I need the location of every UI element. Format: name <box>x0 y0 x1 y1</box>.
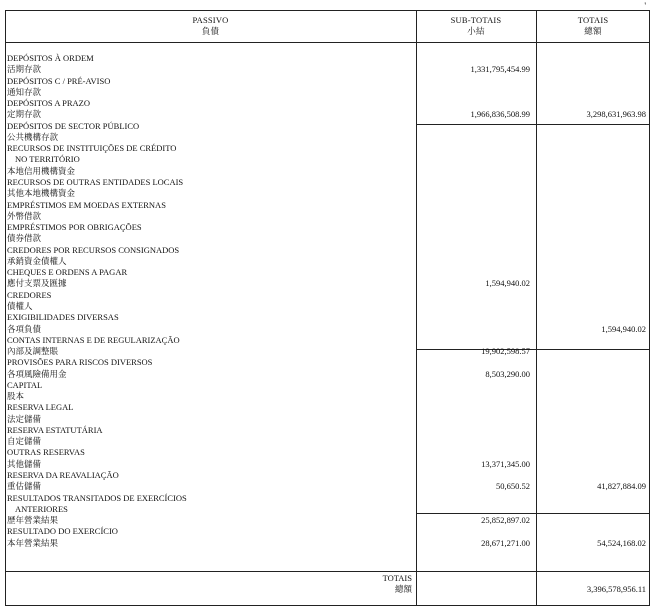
row-label: NO TERRITÓRIO <box>15 154 80 165</box>
row-label: RESERVA LEGAL <box>7 402 74 413</box>
balance-sheet-liabilities <box>5 1 650 606</box>
header-divider <box>5 42 650 43</box>
row-label: CREDORES POR RECURSOS CONSIGNADOS <box>7 244 180 255</box>
header-passivo-zh: 負債 <box>201 26 220 36</box>
row-label: DEPÓSITOS DE SECTOR PÚBLICO <box>7 120 140 131</box>
header-totais-pt: TOTAIS <box>577 15 609 25</box>
row-label: 債券借款 <box>7 233 42 244</box>
footer-label <box>383 573 412 595</box>
row-label: 債權人 <box>7 300 33 311</box>
row-label: 各項風險備用金 <box>7 368 67 379</box>
subtotal-section-line-4 <box>416 571 536 572</box>
row-label: CHEQUES E ORDENS A PAGAR <box>7 267 128 278</box>
header-subtotais <box>416 10 536 42</box>
row-label: RESULTADOS TRANSITADOS DE EXERCÍCIOS <box>7 492 187 503</box>
header-totais <box>536 10 650 42</box>
row-label: PROVISÕES PARA RISCOS DIVERSOS <box>7 357 153 368</box>
header-subtotais-zh: 小結 <box>467 26 485 36</box>
corner-mark: ' <box>644 1 646 11</box>
header-passivo-pt: PASSIVO <box>192 15 229 25</box>
row-total-value: 3,298,631,963.98 <box>586 109 646 120</box>
row-label: RECURSOS DE INSTITUIÇÕES DE CRÉDITO <box>7 143 177 154</box>
footer-divider <box>5 571 416 572</box>
row-label: 其他本地機構資金 <box>7 188 76 199</box>
header-totais-zh: 總額 <box>584 26 602 36</box>
row-label: 法定儲備 <box>7 413 42 424</box>
row-subtotal-value: 8,503,290.00 <box>485 368 530 379</box>
row-label: 本年營業結果 <box>7 537 59 548</box>
row-label: DEPÓSITOS À ORDEM <box>7 53 94 63</box>
table-frame <box>5 10 650 606</box>
row-label: 內部及調整賬 <box>7 346 59 356</box>
grand-total-value: 3,396,578,956.11 <box>586 584 646 594</box>
row-label: 自定儲備 <box>7 436 42 447</box>
header-passivo <box>5 10 416 42</box>
row-label: CREDORES <box>7 289 52 300</box>
row-subtotal-value: 19,902,598.57 <box>481 346 530 356</box>
row-label: CAPITAL <box>7 379 43 390</box>
row-subtotal-value: 1,331,795,454.99 <box>470 64 530 75</box>
total-section-line-4 <box>536 571 650 572</box>
row-label: ANTERIORES <box>15 503 68 514</box>
row-label: RESULTADO DO EXERCÍCIO <box>7 526 118 537</box>
header-subtotais-pt: SUB-TOTAIS <box>450 15 502 25</box>
row-total-value: 1,594,940.02 <box>601 323 646 334</box>
row-label: 本地信用機構資金 <box>7 165 76 176</box>
row-subtotal-value: 28,671,271.00 <box>481 537 530 548</box>
row-label: 股本 <box>7 391 25 402</box>
row-label: 外幣借款 <box>7 210 42 221</box>
row-label: CONTAS INTERNAS E DE REGULARIZAÇÃO <box>7 334 180 345</box>
row-label: 其他儲備 <box>7 458 42 469</box>
row-label: RESERVA ESTATUTÁRIA <box>7 424 103 435</box>
row-label: 承銷資金債權人 <box>7 255 67 266</box>
total-section-line-3 <box>536 513 650 514</box>
subtotal-section-line-1 <box>416 124 536 125</box>
row-label: RESERVA DA REAVALIAÇÃO <box>7 470 119 480</box>
total-section-line-2 <box>536 349 650 350</box>
row-label: EMPRÉSTIMOS POR OBRIGAÇÕES <box>7 222 142 232</box>
row-label: 定期存款 <box>7 109 42 120</box>
column-divider-2 <box>536 10 537 606</box>
row-subtotal-value: 50,650.52 <box>496 481 530 492</box>
row-subtotal-value: 25,852,897.02 <box>481 515 530 526</box>
row-label: 公共機構存款 <box>7 131 59 142</box>
row-label: OUTRAS RESERVAS <box>7 447 85 458</box>
row-label: 通知存款 <box>7 86 42 97</box>
row-subtotal-value: 13,371,345.00 <box>481 458 530 469</box>
row-label: 重估儲備 <box>7 481 42 492</box>
row-label: EXIGIBILIDADES DIVERSAS <box>7 312 119 323</box>
row-subtotal-value: 1,966,836,508.99 <box>470 109 530 120</box>
footer-label-pt: TOTAIS <box>382 573 412 583</box>
row-total-value: 41,827,884.09 <box>597 481 646 492</box>
row-label: DEPÓSITOS A PRAZO <box>7 98 90 109</box>
total-section-line-1 <box>536 124 650 125</box>
row-label: 應付支票及匯據 <box>7 278 67 289</box>
row-label: DEPÓSITOS C / PRÉ-AVISO <box>7 75 111 86</box>
row-label: EMPRÉSTIMOS EM MOEDAS EXTERNAS <box>7 199 166 210</box>
footer-label-zh: 總額 <box>394 584 412 594</box>
row-label: RECURSOS DE OUTRAS ENTIDADES LOCAIS <box>7 177 184 187</box>
subtotal-section-line-3 <box>416 513 536 514</box>
row-label: 歷年營業結果 <box>7 515 59 526</box>
row-total-value: 54,524,168.02 <box>597 537 646 548</box>
row-label: 各項負債 <box>7 323 42 334</box>
column-divider-1 <box>416 10 417 606</box>
row-subtotal-value: 1,594,940.02 <box>485 278 530 289</box>
row-label: 活期存款 <box>7 64 42 75</box>
